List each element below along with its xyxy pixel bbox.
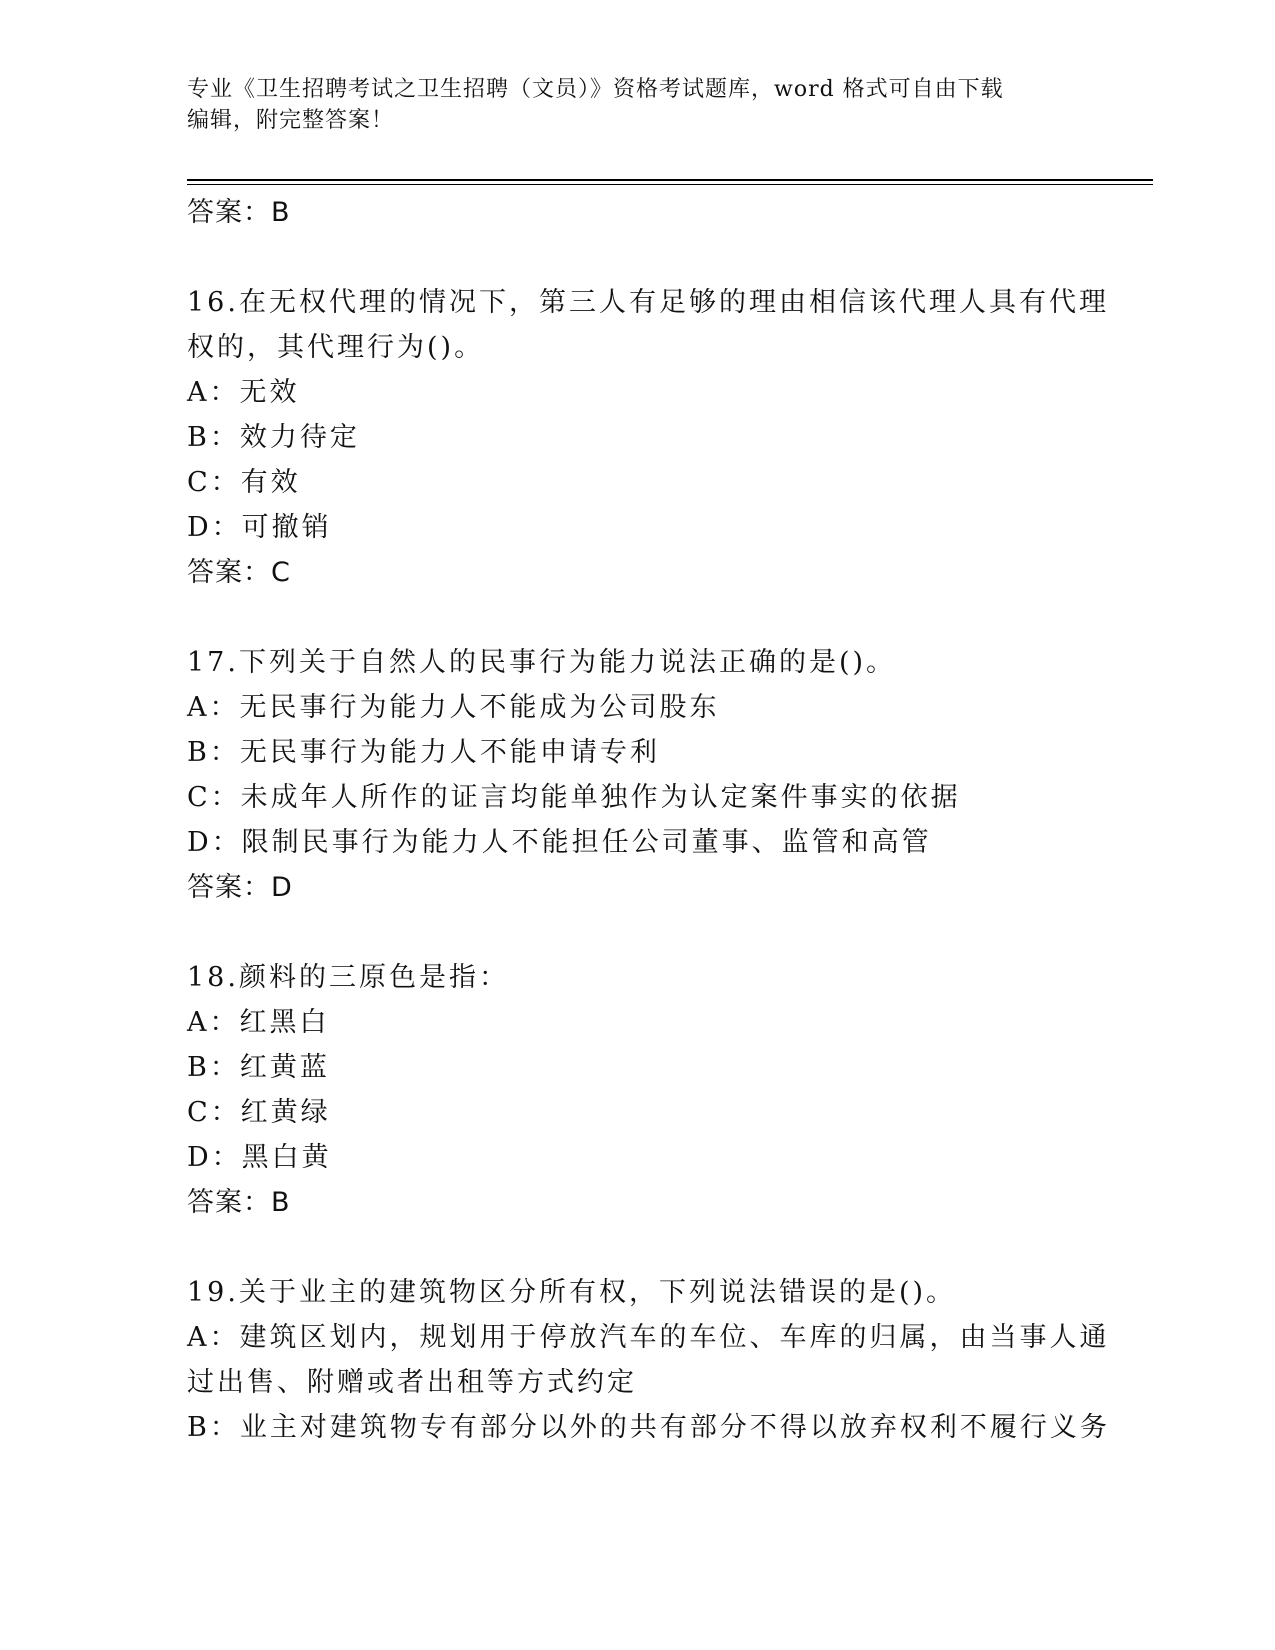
spacer — [187, 1225, 1087, 1270]
header-line-1: 专业《卫生招聘考试之卫生招聘（文员）》资格考试题库，word 格式可自由下载 — [187, 77, 1004, 102]
option-a-continued: 过出售、附赠或者出租等方式约定 — [187, 1367, 637, 1398]
previous-answer: 答案：B — [187, 197, 291, 228]
option-c: C：未成年人所作的证言均能单独作为认定案件事实的依据 — [187, 782, 961, 813]
question-16 — [187, 280, 1109, 595]
question-19 — [187, 1270, 1110, 1450]
answer: 答案：B — [187, 1187, 291, 1218]
document-body — [187, 190, 1110, 1450]
option-c: C：有效 — [187, 467, 301, 498]
question-stem: 18.颜料的三原色是指： — [187, 962, 509, 993]
spacer — [187, 910, 1087, 955]
option-b: B：效力待定 — [187, 422, 360, 453]
option-b: B：无民事行为能力人不能申请专利 — [187, 737, 660, 768]
option-d: D：黑白黄 — [187, 1142, 332, 1173]
option-a: A：建筑区划内，规划用于停放汽车的车位、车库的归属，由当事人通 — [187, 1322, 1110, 1353]
option-c: C：红黄绿 — [187, 1097, 331, 1128]
header-rule-thick — [187, 179, 1153, 181]
option-d: D：可撤销 — [187, 512, 332, 543]
option-a: A：无民事行为能力人不能成为公司股东 — [187, 692, 720, 723]
answer: 答案：D — [187, 872, 293, 903]
question-stem: 16.在无权代理的情况下，第三人有足够的理由相信该代理人具有代理 — [187, 287, 1109, 318]
answer: 答案：C — [187, 557, 291, 588]
header-line-2: 编辑，附完整答案！ — [187, 108, 395, 133]
spacer — [187, 595, 1087, 640]
question-stem-continued: 权的，其代理行为()。 — [187, 332, 485, 363]
option-d: D：限制民事行为能力人不能担任公司董事、监管和高管 — [187, 827, 932, 858]
header-rule-thin — [187, 184, 1153, 185]
option-b: B：红黄蓝 — [187, 1052, 330, 1083]
question-stem: 19.关于业主的建筑物区分所有权，下列说法错误的是()。 — [187, 1277, 957, 1308]
option-a: A：红黑白 — [187, 1007, 330, 1038]
question-18 — [187, 955, 1087, 1225]
option-b: B：业主对建筑物专有部分以外的共有部分不得以放弃权利不履行义务 — [187, 1412, 1110, 1443]
option-a: A：无效 — [187, 377, 300, 408]
document-header — [187, 74, 1067, 136]
spacer — [187, 235, 1087, 280]
question-stem: 17.下列关于自然人的民事行为能力说法正确的是()。 — [187, 647, 897, 678]
question-17 — [187, 640, 1087, 910]
